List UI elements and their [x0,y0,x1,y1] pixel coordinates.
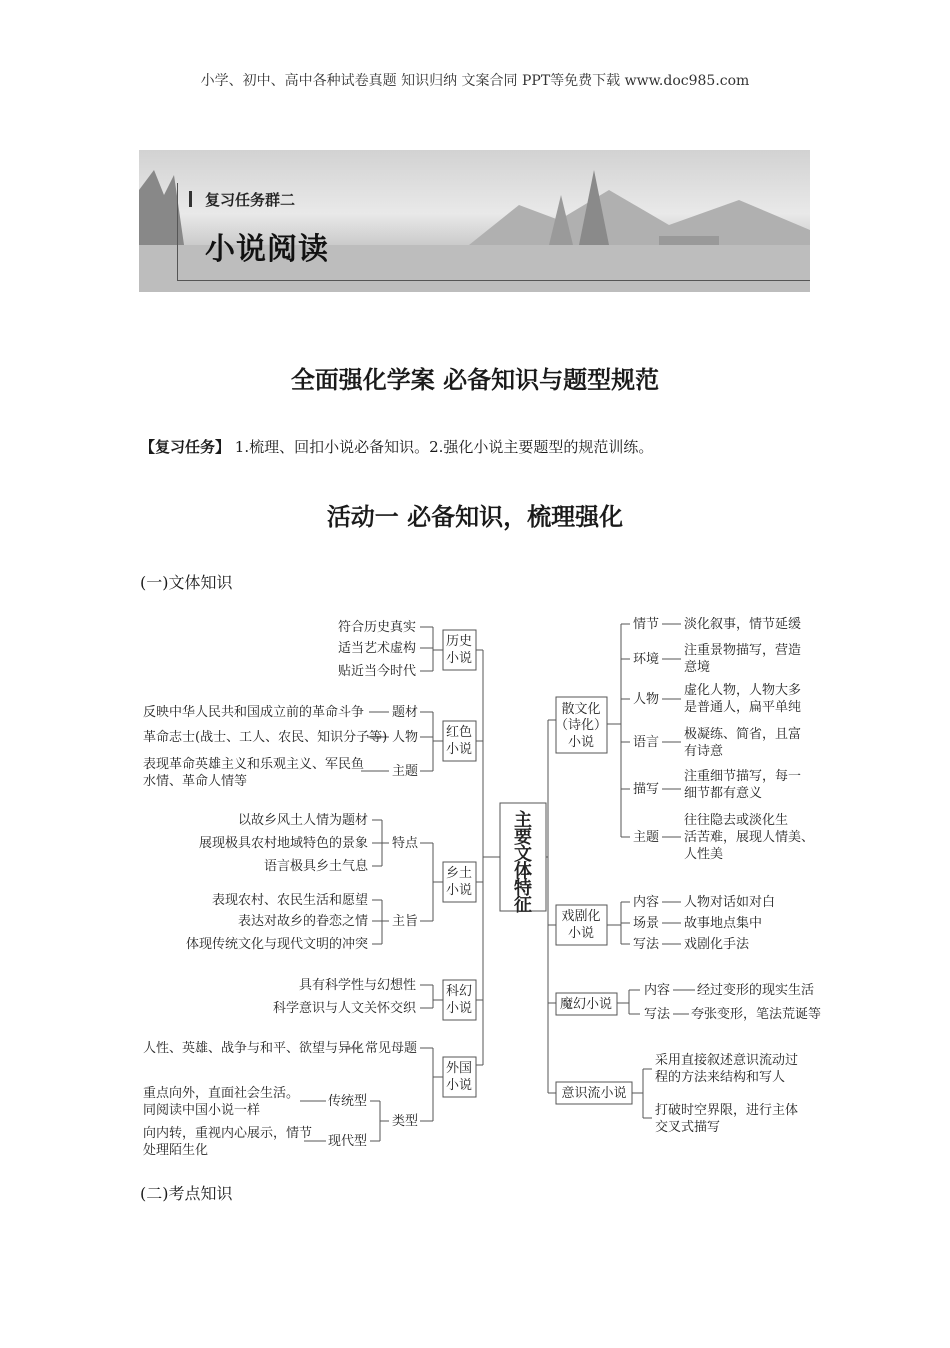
foreign-traditional-line: 重点向外，直面社会生活。 [143,1086,300,1101]
prose-desc: 人性美 [684,847,724,862]
prose-tag: 情节 [633,617,660,632]
drama-tag: 内容 [633,895,660,910]
prose-desc: 是普通人，扁平单纯 [684,700,802,715]
magic-tag: 内容 [644,983,671,998]
prose-tag: 描写 [633,782,660,797]
prose-desc: 活苦难，展现人情美、 [684,830,815,845]
box-label: 乡土 [445,866,473,881]
scifi-item: 科学意识与人文关怀交织 [272,1001,416,1016]
history-item: 贴近当今时代 [337,664,416,679]
box-label: 小说 [445,1078,473,1093]
foreign-traditional-tag: 传统型 [328,1094,368,1109]
history-item: 符合历史真实 [337,620,416,635]
box-label: （诗化） [554,718,608,733]
section-heading-style: (一)文体知识 [140,573,233,592]
review-task-label: 【复习任务】 [140,438,231,456]
center-char: 特 [514,878,532,899]
foreign-motif-tag: 常见母题 [365,1041,418,1056]
prose-desc: 意境 [684,660,711,675]
magic-desc: 夸张变形，笔法荒诞等 [691,1007,822,1022]
box-label: 魔幻小说 [559,997,613,1012]
magic-desc: 经过变形的现实生活 [697,983,815,998]
prose-desc: 细节都有意义 [684,786,763,801]
section-heading-exam: (二)考点知识 [140,1184,233,1203]
box-label: 小说 [567,735,595,750]
box-label: 戏剧化 [561,909,601,924]
activity-title: 活动一 必备知识，梳理强化 [326,503,624,531]
stream-item: 交叉式描写 [655,1120,721,1135]
red-item: 水情、革命人情等 [143,774,248,789]
prose-desc: 有诗意 [684,744,724,759]
box-label: 历史 [445,634,473,649]
foreign-modern-tag: 现代型 [328,1134,368,1149]
red-tag: 主题 [392,764,419,779]
drama-desc: 戏剧化手法 [684,937,750,952]
center-char: 文 [514,844,532,865]
box-label: 小说 [567,926,595,941]
box-label: 红色 [445,725,473,740]
center-char: 征 [514,895,532,916]
prose-tag: 人物 [633,692,660,707]
box-label: 小说 [445,883,473,898]
center-char: 主 [514,810,532,831]
drama-tag: 写法 [633,937,660,952]
prose-tag: 语言 [633,735,660,750]
magic-tag: 写法 [644,1007,671,1022]
banner-subtitle: 复习任务群二 [205,191,296,209]
red-item: 表现革命英雄主义和乐观主义、军民鱼 [143,757,365,772]
page-title: 全面强化学案 必备知识与题型规范 [290,366,660,394]
prose-desc: 淡化叙事，情节延缓 [684,617,802,632]
box-label: 外国 [445,1061,473,1076]
red-tag: 人物 [392,730,419,745]
foreign-type-tag: 类型 [392,1114,419,1129]
center-char: 体 [514,861,532,882]
drama-tag: 场景 [633,916,660,931]
local-theme: 表现农村、农民生活和愿望 [211,893,368,908]
prose-desc: 注重细节描写，每一 [684,769,802,784]
local-tag: 特点 [392,836,419,851]
stream-item: 打破时空界限，进行主体 [655,1103,799,1118]
red-item: 革命志士(战士、工人、农民、知识分子等) [143,730,388,745]
box-label: 小说 [445,1001,473,1016]
local-feature: 以故乡风土人情为题材 [237,813,368,828]
foreign-modern-line: 处理陌生化 [143,1143,209,1158]
local-feature: 语言极具乡土气息 [263,859,368,874]
box-label: 小说 [445,742,473,757]
center-char: 要 [514,827,532,848]
box-label: 散文化 [561,702,601,717]
review-task-text: 1.梳理、回扣小说必备知识。2.强化小说主要题型的规范训练。 [230,438,654,456]
stream-item: 程的方法来结构和写人 [655,1070,786,1085]
local-theme: 表达对故乡的眷恋之情 [237,914,368,929]
foreign-modern-line: 向内转，重视内心展示，情节 [143,1126,313,1141]
box-label: 意识流小说 [561,1086,627,1101]
local-feature: 展现极具农村地域特色的景象 [198,836,368,851]
foreign-motif: 人性、英雄、战争与和平、欲望与异化 [143,1041,365,1056]
stream-item: 采用直接叙述意识流动过 [655,1053,799,1068]
page-header: 小学、初中、高中各种试卷真题 知识归纳 文案合同 PPT等免费下载 www.doc985.com [200,73,750,89]
prose-desc: 注重景物描写，营造 [684,643,802,658]
box-label: 小说 [445,651,473,666]
prose-desc: 虚化人物，人物大多 [684,683,802,698]
red-item: 反映中华人民共和国成立前的革命斗争 [143,705,365,720]
local-tag: 主旨 [392,914,419,929]
foreign-traditional-line: 同阅读中国小说一样 [143,1103,261,1118]
prose-desc: 极凝练、简省，且富 [684,727,802,742]
prose-tag: 环境 [633,652,660,667]
scifi-item: 具有科学性与幻想性 [298,978,416,993]
drama-desc: 故事地点集中 [684,916,763,931]
prose-tag: 主题 [633,830,660,845]
banner-title: 小说阅读 [205,232,329,267]
local-theme: 体现传统文化与现代文明的冲突 [185,937,368,952]
prose-desc: 往往隐去或淡化生 [684,813,789,828]
drama-desc: 人物对话如对白 [684,895,776,910]
history-item: 适当艺术虚构 [337,641,416,656]
box-label: 科幻 [445,984,473,999]
red-tag: 题材 [392,705,419,720]
